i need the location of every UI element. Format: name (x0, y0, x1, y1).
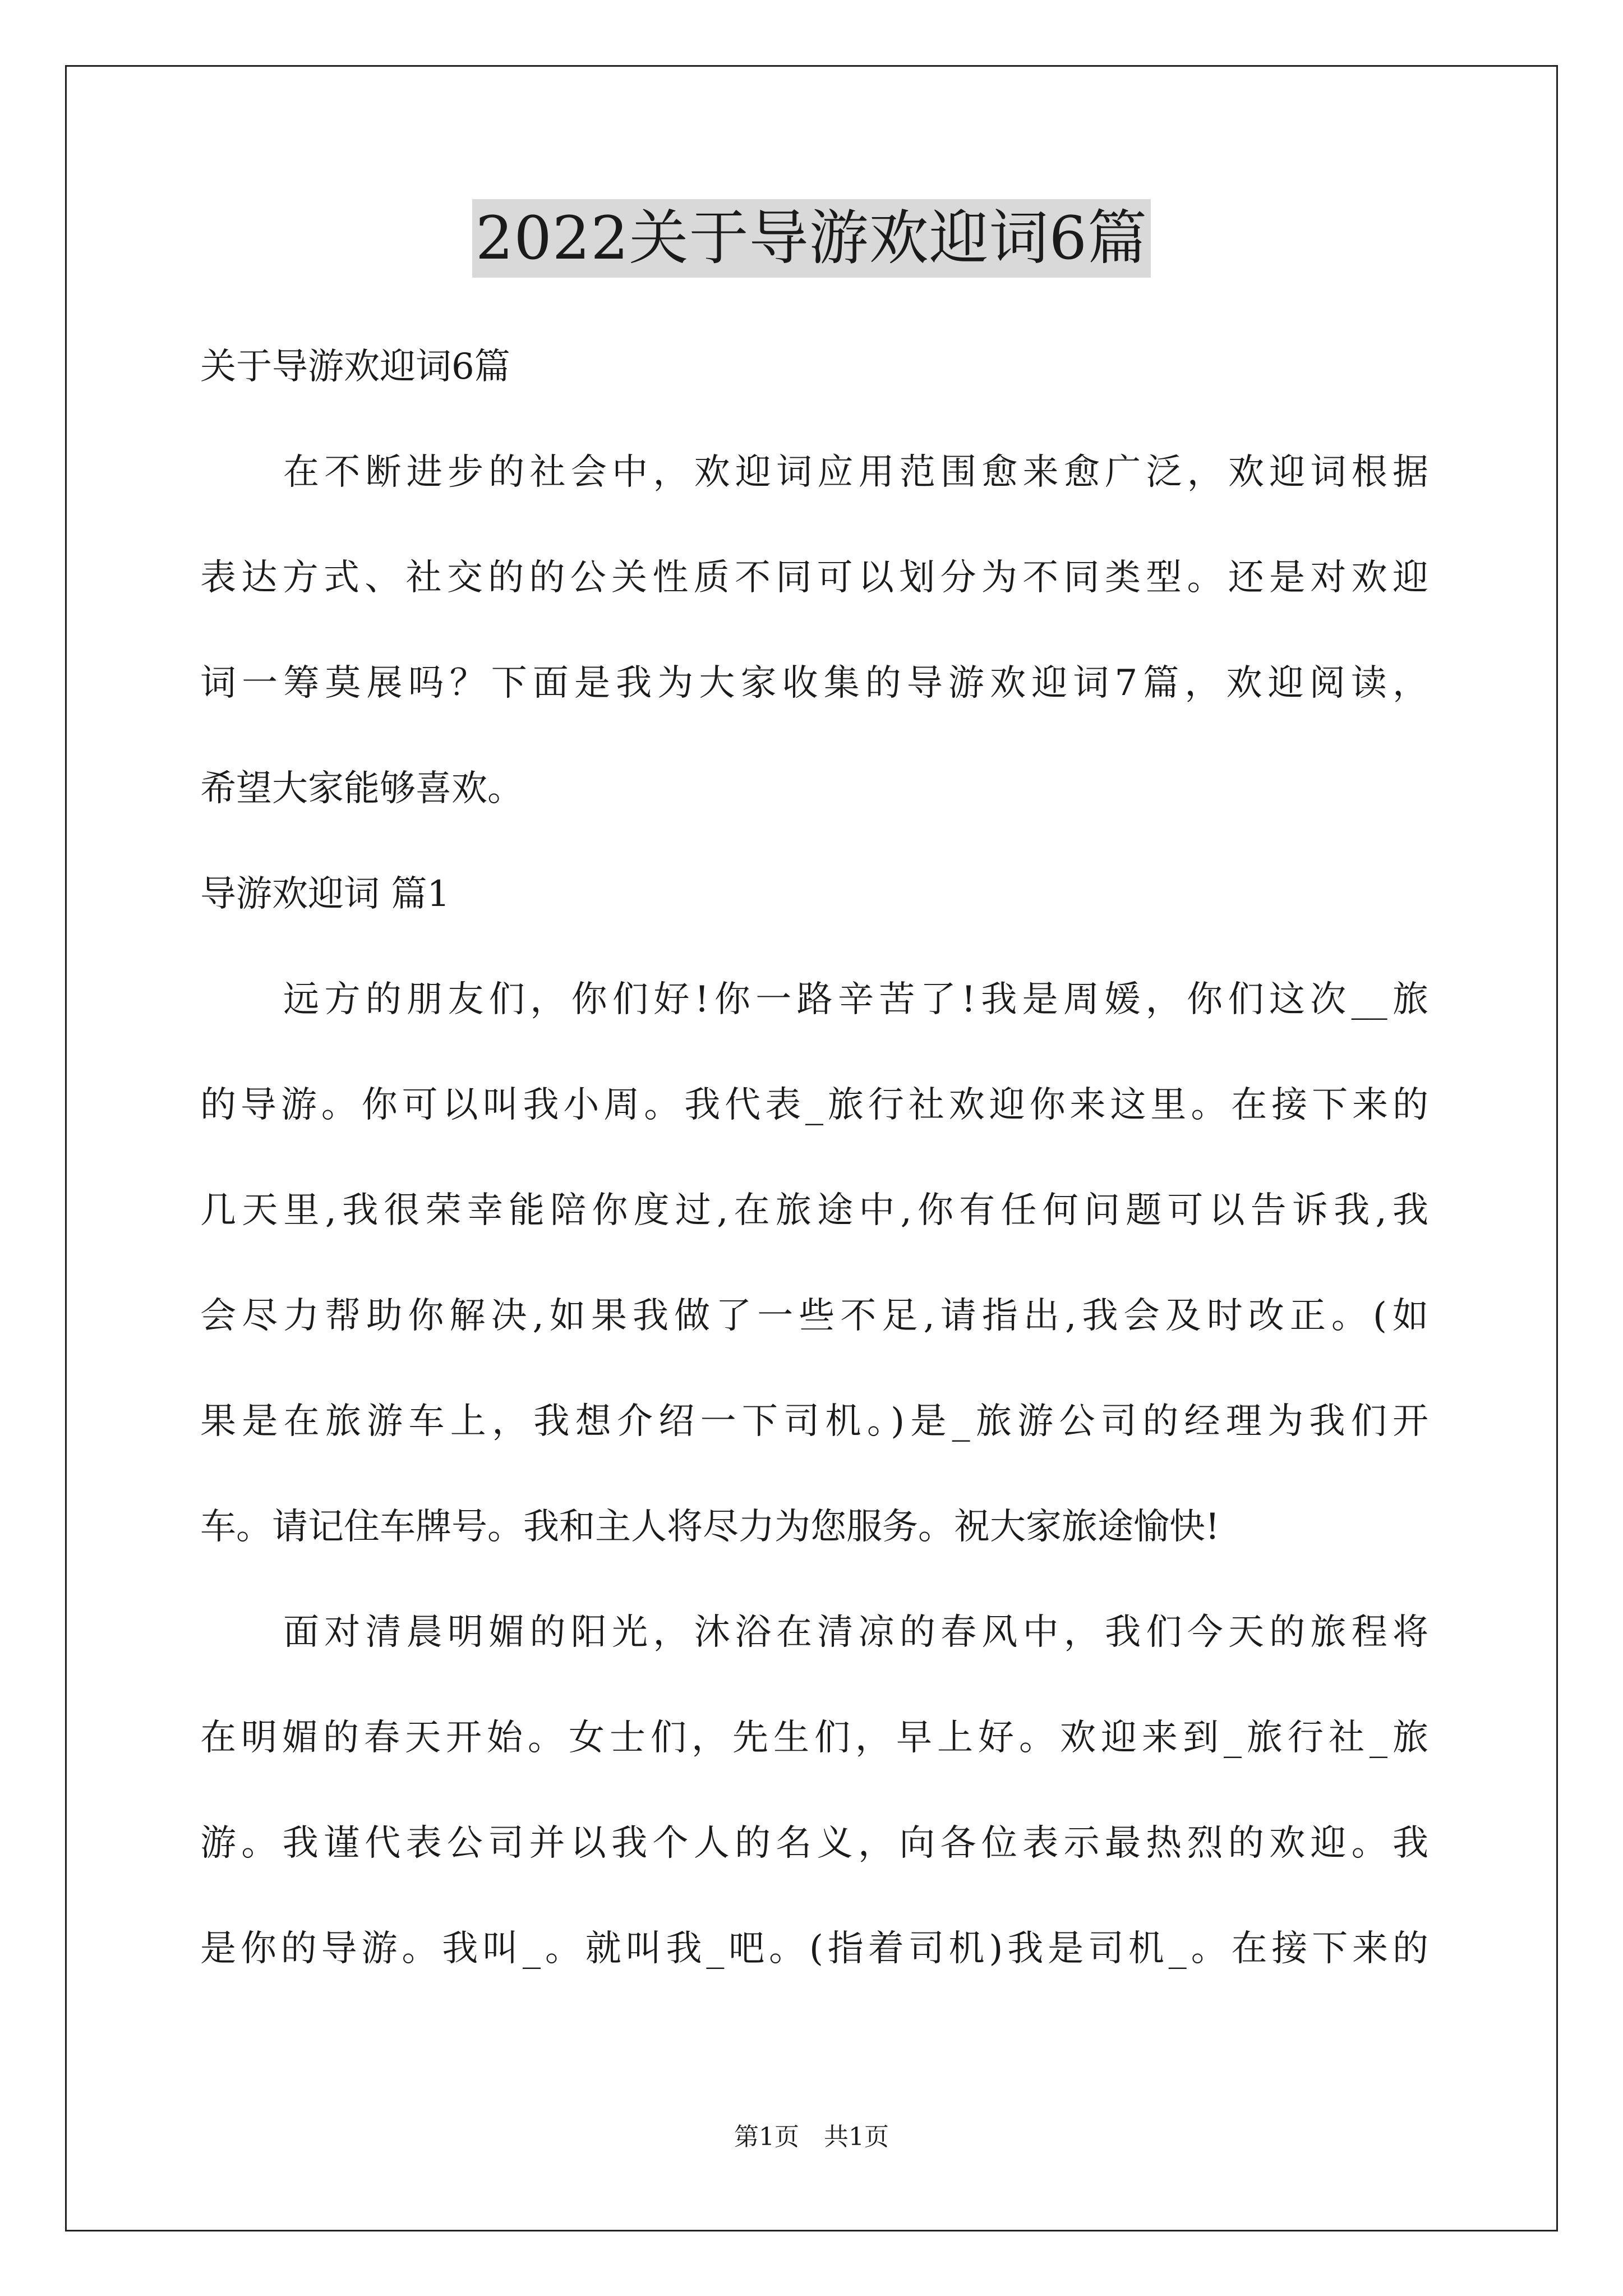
paragraph-line: 面对清晨明媚的阳光，沐浴在清凉的春风中，我们今天的旅程将 (283, 1612, 1428, 1653)
intro-line: 词一筹莫展吗？下面是我为大家收集的导游欢迎词7篇，欢迎阅读， (200, 662, 1428, 704)
paragraph-line: 车。请记住车牌号。我和主人将尽力为您服务。祝大家旅途愉快! (200, 1506, 1220, 1548)
paragraph-line: 会尽力帮助你解决,如果我做了一些不足,请指出,我会及时改正。(如 (200, 1295, 1428, 1337)
paragraph-line: 的导游。你可以叫我小周。我代表_旅行社欢迎你来这里。在接下来的 (200, 1084, 1428, 1126)
paragraph-line: 果是在旅游车上，我想介绍一下司机。)是_旅游公司的经理为我们开 (200, 1401, 1428, 1442)
intro-line: 希望大家能够喜欢。 (200, 768, 523, 809)
paragraph-line: 游。我谨代表公司并以我个人的名义，向各位表示最热烈的欢迎。我 (200, 1823, 1428, 1864)
document-body (200, 314, 1428, 2001)
paragraph-line: 几天里,我很荣幸能陪你度过,在旅途中,你有任何问题可以告诉我,我 (200, 1190, 1428, 1231)
paragraph-line: 是你的导游。我叫_。就叫我_吧。(指着司机)我是司机_。在接下来的 (200, 1928, 1428, 1970)
paragraph-line: 远方的朋友们，你们好!你一路辛苦了!我是周媛，你们这次__旅 (283, 979, 1428, 1020)
paragraph-line: 在明媚的春天开始。女士们，先生们，早上好。欢迎来到_旅行社_旅 (200, 1717, 1428, 1759)
title-container (0, 199, 1623, 278)
intro-line: 表达方式、社交的的公关性质不同可以划分为不同类型。还是对欢迎 (200, 557, 1428, 599)
section-heading: 导游欢迎词 篇1 (200, 873, 450, 915)
page-footer: 第1页 共1页 (734, 2123, 889, 2151)
intro-line: 在不断进步的社会中，欢迎词应用范围愈来愈广泛，欢迎词根据 (283, 452, 1428, 493)
document-subtitle: 关于导游欢迎词6篇 (200, 346, 510, 388)
document-title: 2022关于导游欢迎词6篇 (472, 199, 1151, 278)
